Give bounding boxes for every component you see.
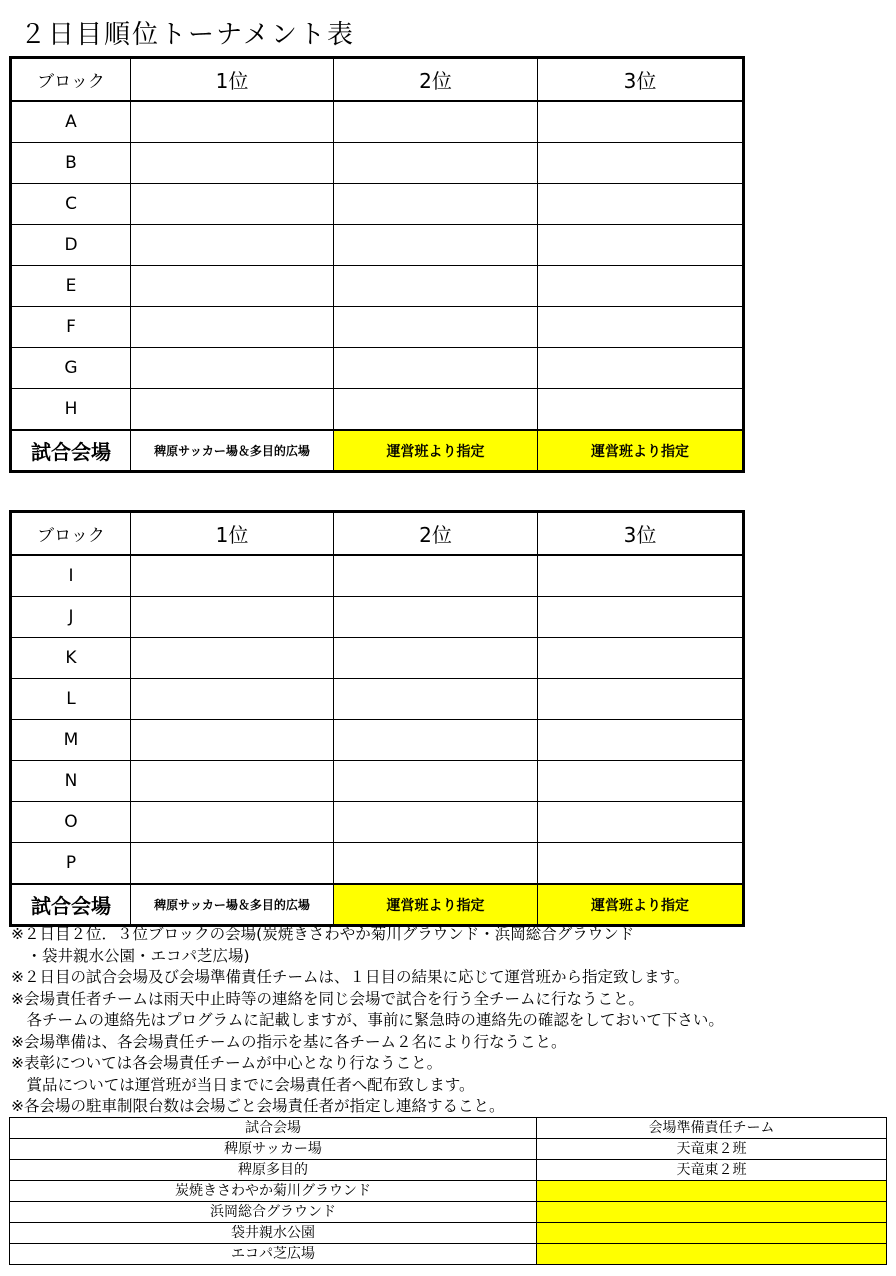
block-label: K	[11, 638, 131, 679]
block-row	[11, 389, 744, 431]
block-label: L	[11, 679, 131, 720]
third-place-cell[interactable]	[538, 679, 744, 720]
team-name-empty[interactable]	[537, 1223, 887, 1244]
resp-row	[10, 1244, 887, 1265]
second-place-cell[interactable]	[334, 348, 538, 389]
block-row	[11, 143, 744, 184]
block-label: A	[11, 101, 131, 143]
third-place-cell[interactable]	[538, 389, 744, 431]
block-label: J	[11, 597, 131, 638]
first-place-cell[interactable]	[131, 101, 334, 143]
block-row	[11, 597, 744, 638]
venue-label: 試合会場	[11, 884, 131, 926]
block-label: M	[11, 720, 131, 761]
first-place-cell[interactable]	[131, 720, 334, 761]
team-name: 天竜東２班	[537, 1160, 887, 1181]
note-line: ※会場準備は、各会場責任チームの指示を基に各チーム２名により行なうこと。	[11, 1032, 567, 1051]
second-place-cell[interactable]	[334, 307, 538, 348]
resp-row	[10, 1202, 887, 1223]
block-row	[11, 720, 744, 761]
third-place-cell[interactable]	[538, 266, 744, 307]
note-line: ※２日目の試合会場及び会場準備責任チームは、１日目の結果に応じて運営班から指定致します。	[11, 968, 690, 986]
block-label: O	[11, 802, 131, 843]
resp-row	[10, 1139, 887, 1160]
second-place-header: 2位	[334, 58, 538, 102]
third-place-header: 3位	[538, 512, 744, 556]
second-place-cell[interactable]	[334, 679, 538, 720]
block-row	[11, 638, 744, 679]
note-line: 賞品については運営班が当日までに会場責任者へ配布致します。	[11, 1075, 475, 1094]
block-row	[11, 307, 744, 348]
second-place-cell[interactable]	[334, 266, 538, 307]
block-header: ブロック	[11, 58, 131, 102]
second-place-cell[interactable]	[334, 843, 538, 885]
second-place-cell[interactable]	[334, 597, 538, 638]
block-row	[11, 843, 744, 885]
venue-name: 炭焼きさわやか菊川グラウンド	[10, 1181, 537, 1202]
first-place-cell[interactable]	[131, 307, 334, 348]
first-place-cell[interactable]	[131, 597, 334, 638]
team-name-empty[interactable]	[537, 1181, 887, 1202]
third-place-cell[interactable]	[538, 843, 744, 885]
first-place-header: 1位	[131, 512, 334, 556]
second-place-cell[interactable]	[334, 389, 538, 431]
block-row	[11, 348, 744, 389]
third-place-venue: 運営班より指定	[538, 430, 744, 472]
note-line: 各チームの連絡先はプログラムに記載しますが、事前に緊急時の連絡先の確認をしておいて下さい。	[11, 1011, 724, 1029]
team-column-header: 会場準備責任チーム	[537, 1118, 887, 1139]
first-place-cell[interactable]	[131, 143, 334, 184]
block-row	[11, 101, 744, 143]
resp-row	[10, 1181, 887, 1202]
third-place-cell[interactable]	[538, 802, 744, 843]
bracket-table-a-h	[9, 56, 745, 473]
third-place-cell[interactable]	[538, 184, 744, 225]
header-row	[11, 512, 744, 556]
page-title: ２日目順位トーナメント表	[20, 20, 355, 50]
third-place-cell[interactable]	[538, 225, 744, 266]
team-name-empty[interactable]	[537, 1244, 887, 1265]
venue-name: 浜岡総合グラウンド	[10, 1202, 537, 1223]
block-label: G	[11, 348, 131, 389]
resp-header-row	[10, 1118, 887, 1139]
notes-section	[11, 924, 891, 1118]
third-place-cell[interactable]	[538, 761, 744, 802]
second-place-cell[interactable]	[334, 720, 538, 761]
second-place-cell[interactable]	[334, 101, 538, 143]
second-place-cell[interactable]	[334, 761, 538, 802]
venue-name: 袋井親水公園	[10, 1223, 537, 1244]
second-place-venue: 運営班より指定	[334, 430, 538, 472]
note-line: ※会場責任者チームは雨天中止時等の連絡を同じ会場で試合を行う全チームに行なうこと。	[11, 989, 644, 1008]
block-header: ブロック	[11, 512, 131, 556]
first-place-cell[interactable]	[131, 555, 334, 597]
venue-responsibility-table	[9, 1117, 887, 1265]
first-place-venue: 稗原サッカー場＆多目的広場	[131, 430, 334, 472]
note-line: ・袋井親水公園・エコパ芝広場)	[11, 946, 250, 965]
team-name: 天竜東２班	[537, 1139, 887, 1160]
third-place-cell[interactable]	[538, 597, 744, 638]
block-label: N	[11, 761, 131, 802]
second-place-cell[interactable]	[334, 225, 538, 266]
resp-row	[10, 1160, 887, 1181]
block-row	[11, 555, 744, 597]
team-name-empty[interactable]	[537, 1202, 887, 1223]
block-row	[11, 679, 744, 720]
second-place-header: 2位	[334, 512, 538, 556]
block-row	[11, 761, 744, 802]
second-place-cell[interactable]	[334, 802, 538, 843]
third-place-cell[interactable]	[538, 101, 744, 143]
third-place-cell[interactable]	[538, 720, 744, 761]
venue-name: エコパ芝広場	[10, 1244, 537, 1265]
first-place-cell[interactable]	[131, 184, 334, 225]
second-place-cell[interactable]	[334, 143, 538, 184]
block-label: H	[11, 389, 131, 431]
block-label: F	[11, 307, 131, 348]
first-place-cell[interactable]	[131, 225, 334, 266]
first-place-header: 1位	[131, 58, 334, 102]
third-place-cell[interactable]	[538, 307, 744, 348]
note-line: ※各会場の駐車制限台数は会場ごと会場責任者が指定し連絡すること。	[11, 1097, 505, 1115]
first-place-cell[interactable]	[131, 802, 334, 843]
third-place-venue: 運営班より指定	[538, 884, 744, 926]
block-row	[11, 266, 744, 307]
note-line: ※表彰については各会場責任チームが中心となり行なうこと。	[11, 1054, 443, 1072]
second-place-venue: 運営班より指定	[334, 884, 538, 926]
venue-name: 稗原サッカー場	[10, 1139, 537, 1160]
venue-row	[11, 884, 744, 926]
second-place-cell[interactable]	[334, 555, 538, 597]
block-row	[11, 225, 744, 266]
third-place-header: 3位	[538, 58, 744, 102]
venue-name: 稗原多目的	[10, 1160, 537, 1181]
block-label: I	[11, 555, 131, 597]
block-label: E	[11, 266, 131, 307]
first-place-cell[interactable]	[131, 266, 334, 307]
first-place-cell[interactable]	[131, 389, 334, 431]
first-place-cell[interactable]	[131, 843, 334, 885]
venue-column-header: 試合会場	[10, 1118, 537, 1139]
second-place-cell[interactable]	[334, 184, 538, 225]
block-row	[11, 802, 744, 843]
third-place-cell[interactable]	[538, 555, 744, 597]
first-place-cell[interactable]	[131, 761, 334, 802]
block-label: P	[11, 843, 131, 885]
note-line: ※２日目２位．３位ブロックの会場(炭焼きさわやか菊川グラウンド・浜岡総合グラウンド	[11, 925, 635, 943]
second-place-cell[interactable]	[334, 638, 538, 679]
block-label: C	[11, 184, 131, 225]
first-place-cell[interactable]	[131, 679, 334, 720]
venue-label: 試合会場	[11, 430, 131, 472]
first-place-venue: 稗原サッカー場＆多目的広場	[131, 884, 334, 926]
resp-row	[10, 1223, 887, 1244]
block-label: B	[11, 143, 131, 184]
block-row	[11, 184, 744, 225]
venue-row	[11, 430, 744, 472]
third-place-cell[interactable]	[538, 143, 744, 184]
third-place-cell[interactable]	[538, 348, 744, 389]
bracket-table-i-p	[9, 510, 745, 927]
header-row	[11, 58, 744, 102]
first-place-cell[interactable]	[131, 638, 334, 679]
third-place-cell[interactable]	[538, 638, 744, 679]
block-label: D	[11, 225, 131, 266]
first-place-cell[interactable]	[131, 348, 334, 389]
